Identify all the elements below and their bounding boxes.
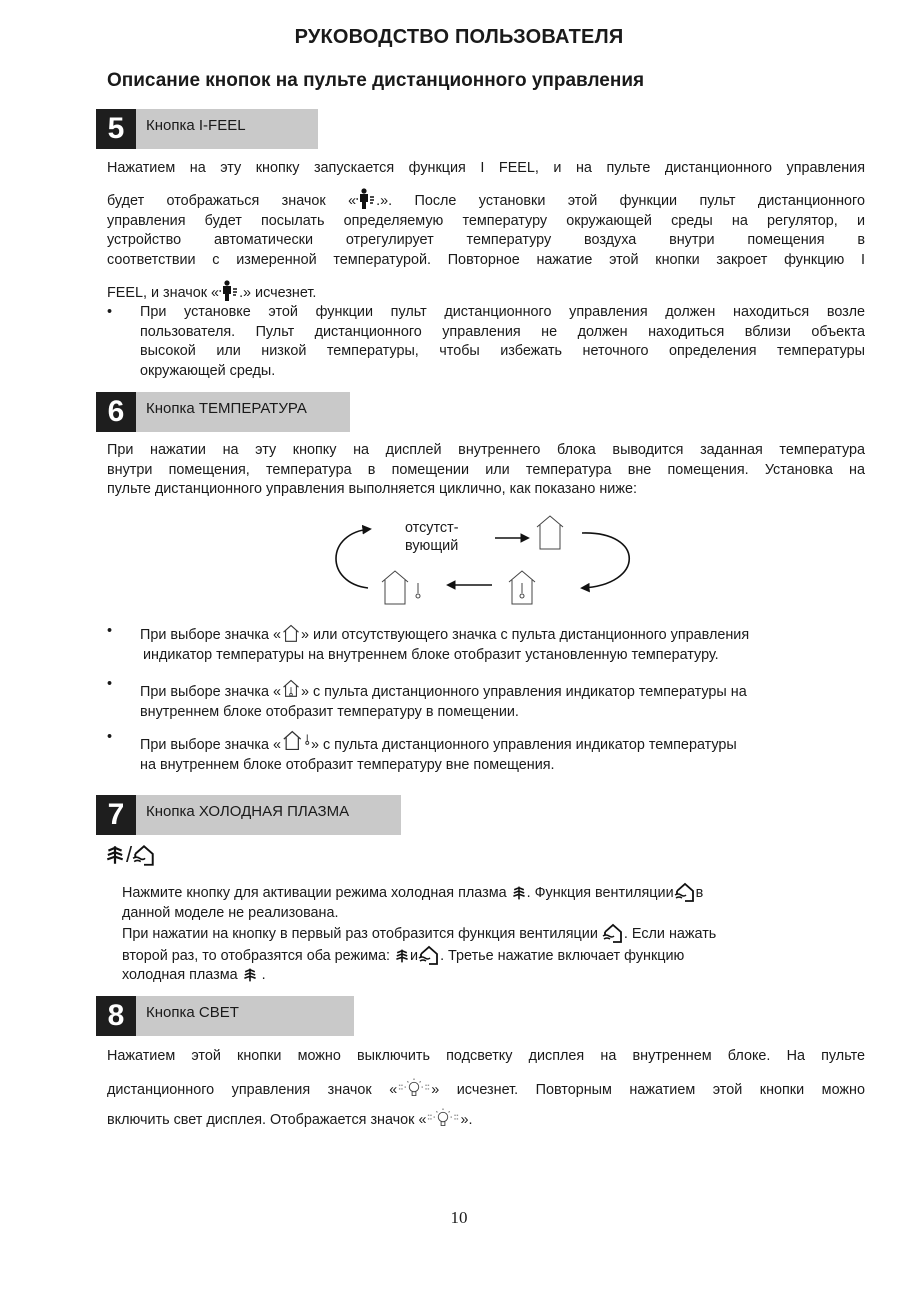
text-line: При нажатии на кнопку в первый раз отобразится функция вентиляции . Если нажать [122, 923, 842, 945]
cold-plasma-icon [242, 966, 258, 984]
list-item [107, 728, 867, 775]
cold-plasma-icon [511, 884, 527, 902]
section-6-header [96, 392, 350, 432]
text-line: на внутреннем блоке отобразит температуру вне помещения. [140, 756, 555, 773]
text-line: второй раз, то отобразятся оба режима: и . Третье нажатие включает функцию [122, 945, 842, 967]
text-line: При установке этой функции пульт дистанционного управления должен находиться возле [140, 304, 865, 320]
text-line: При выборе значка « » с пульта дистанционного управления индикатор температуры на [140, 675, 867, 703]
text-line: При выборе значка « » или отсутствующего значка с пульта дистанционного управления [140, 622, 867, 646]
house-thermometer-in-icon [281, 675, 301, 701]
ventilation-icon [674, 882, 696, 902]
text-line: управления будет посылать определяемую температуру окружающей среды на регулятор, и [107, 212, 865, 229]
section-7-header [96, 795, 401, 835]
section-5-paragraph [107, 159, 865, 179]
section-label: Кнопка I-FEEL [136, 109, 318, 149]
light-bulb-icon [426, 1107, 460, 1129]
text-line: пользователя. Пульт дистанционного управления не должен находиться вблизи объекта [140, 323, 865, 340]
cold-plasma-button-symbol: / [104, 842, 156, 868]
house-icon [537, 516, 563, 549]
text-line: дистанционного управления значок « » исчезнет. Повторным нажатием этой кнопки можно [107, 1077, 865, 1101]
section-5-paragraph-end [107, 280, 865, 304]
text-line: соответствии с измеренной температурой. Повторное нажатие этой кнопки закроет функцию I [107, 251, 865, 268]
bullet-dot: • [107, 304, 113, 320]
text-line: При нажатии на эту кнопку на дисплей внутреннего блока выводится заданная температура [107, 442, 865, 458]
section-8-paragraph [107, 1047, 865, 1067]
page-number: 10 [450, 1208, 468, 1227]
text-line: индикатор температуры на внутреннем блоке отобразит установленную температуру. [143, 646, 719, 663]
cycle-arrow-icon [336, 529, 370, 588]
ventilation-icon [418, 945, 440, 965]
section-number: 7 [96, 795, 136, 835]
ventilation-icon [602, 923, 624, 943]
list-item [107, 303, 865, 381]
section-8-paragraph-end [107, 1107, 865, 1131]
cycle-arrows [330, 513, 640, 613]
section-heading: Описание кнопок на пульте дистанционного управления [107, 70, 645, 91]
temperature-cycle-diagram [330, 513, 640, 613]
house-thermometer-out-icon [281, 728, 311, 754]
section-label: Кнопка ТЕМПЕРАТУРА [136, 392, 350, 432]
section-5-header [96, 109, 318, 149]
text-line: Нажатием на эту кнопку запускается функция I FEEL, и на пульте дистанционного управления [107, 160, 865, 176]
bullet-dot: • [107, 676, 113, 692]
ifeel-person-icon [356, 188, 376, 210]
cycle-absent-label: отсутст- вующий [405, 520, 459, 554]
text-line: FEEL, и значок « .» исчезнет. [107, 280, 865, 304]
house-thermometer-in-icon [509, 571, 535, 604]
cold-plasma-icon [394, 947, 410, 965]
text-line: При выборе значка « » с пульта дистанционного управления индикатор температуры [140, 728, 867, 756]
section-label: Кнопка СВЕТ [136, 996, 354, 1036]
list-item [107, 675, 867, 722]
text-line: данной моделе не реализована. [122, 904, 339, 921]
section-number: 6 [96, 392, 136, 432]
text-line: холодная плазма . [122, 967, 266, 983]
text-line: Нажатием этой кнопки можно выключить подсветку дисплея на внутреннем блоке. На пульте [107, 1048, 865, 1064]
page-title: РУКОВОДСТВО ПОЛЬЗОВАТЕЛЯ [294, 26, 624, 48]
list-item [107, 622, 867, 665]
text-line: Нажмите кнопку для активации режима холодная плазма . Функция вентиляции в [122, 882, 842, 904]
text-line: внутреннем блоке отобразит температуру в помещении. [140, 703, 519, 720]
section-number: 8 [96, 996, 136, 1036]
ventilation-icon [132, 843, 156, 867]
text-line: будет отображаться значок « .». После установки этой функции пульт дистанционного [107, 188, 865, 212]
section-8-header [96, 996, 354, 1036]
light-bulb-icon [397, 1077, 431, 1099]
text-line: пульте дистанционного управления выполняется циклично, как показано ниже: [107, 481, 637, 497]
cold-plasma-icon [104, 843, 126, 867]
house-thermometer-out-icon [382, 571, 420, 604]
text-line: окружающей среды. [140, 362, 276, 379]
section-label: Кнопка ХОЛОДНАЯ ПЛАЗМА [136, 795, 401, 835]
cycle-arrow-icon [582, 533, 629, 588]
text-line: устройство автоматически отрегулирует температуру воздуха внутри помещения в [107, 232, 865, 248]
house-icon [281, 622, 301, 644]
section-5-paragraph-cont [107, 188, 865, 270]
text-line: высокой или низкой температуры, чтобы избежать неточного определения температуры [140, 343, 865, 359]
text-line: внутри помещения, температура в помещении или температура вне помещения. Установка на [107, 461, 865, 478]
bullet-dot: • [107, 729, 113, 745]
text-line: включить свет дисплея. Отображается значок « ». [107, 1107, 865, 1131]
section-7-paragraph [122, 882, 842, 986]
section-8-paragraph-cont [107, 1077, 865, 1101]
bullet-dot: • [107, 623, 113, 639]
ifeel-person-icon [219, 280, 239, 302]
section-6-paragraph [107, 441, 865, 500]
section-number: 5 [96, 109, 136, 149]
